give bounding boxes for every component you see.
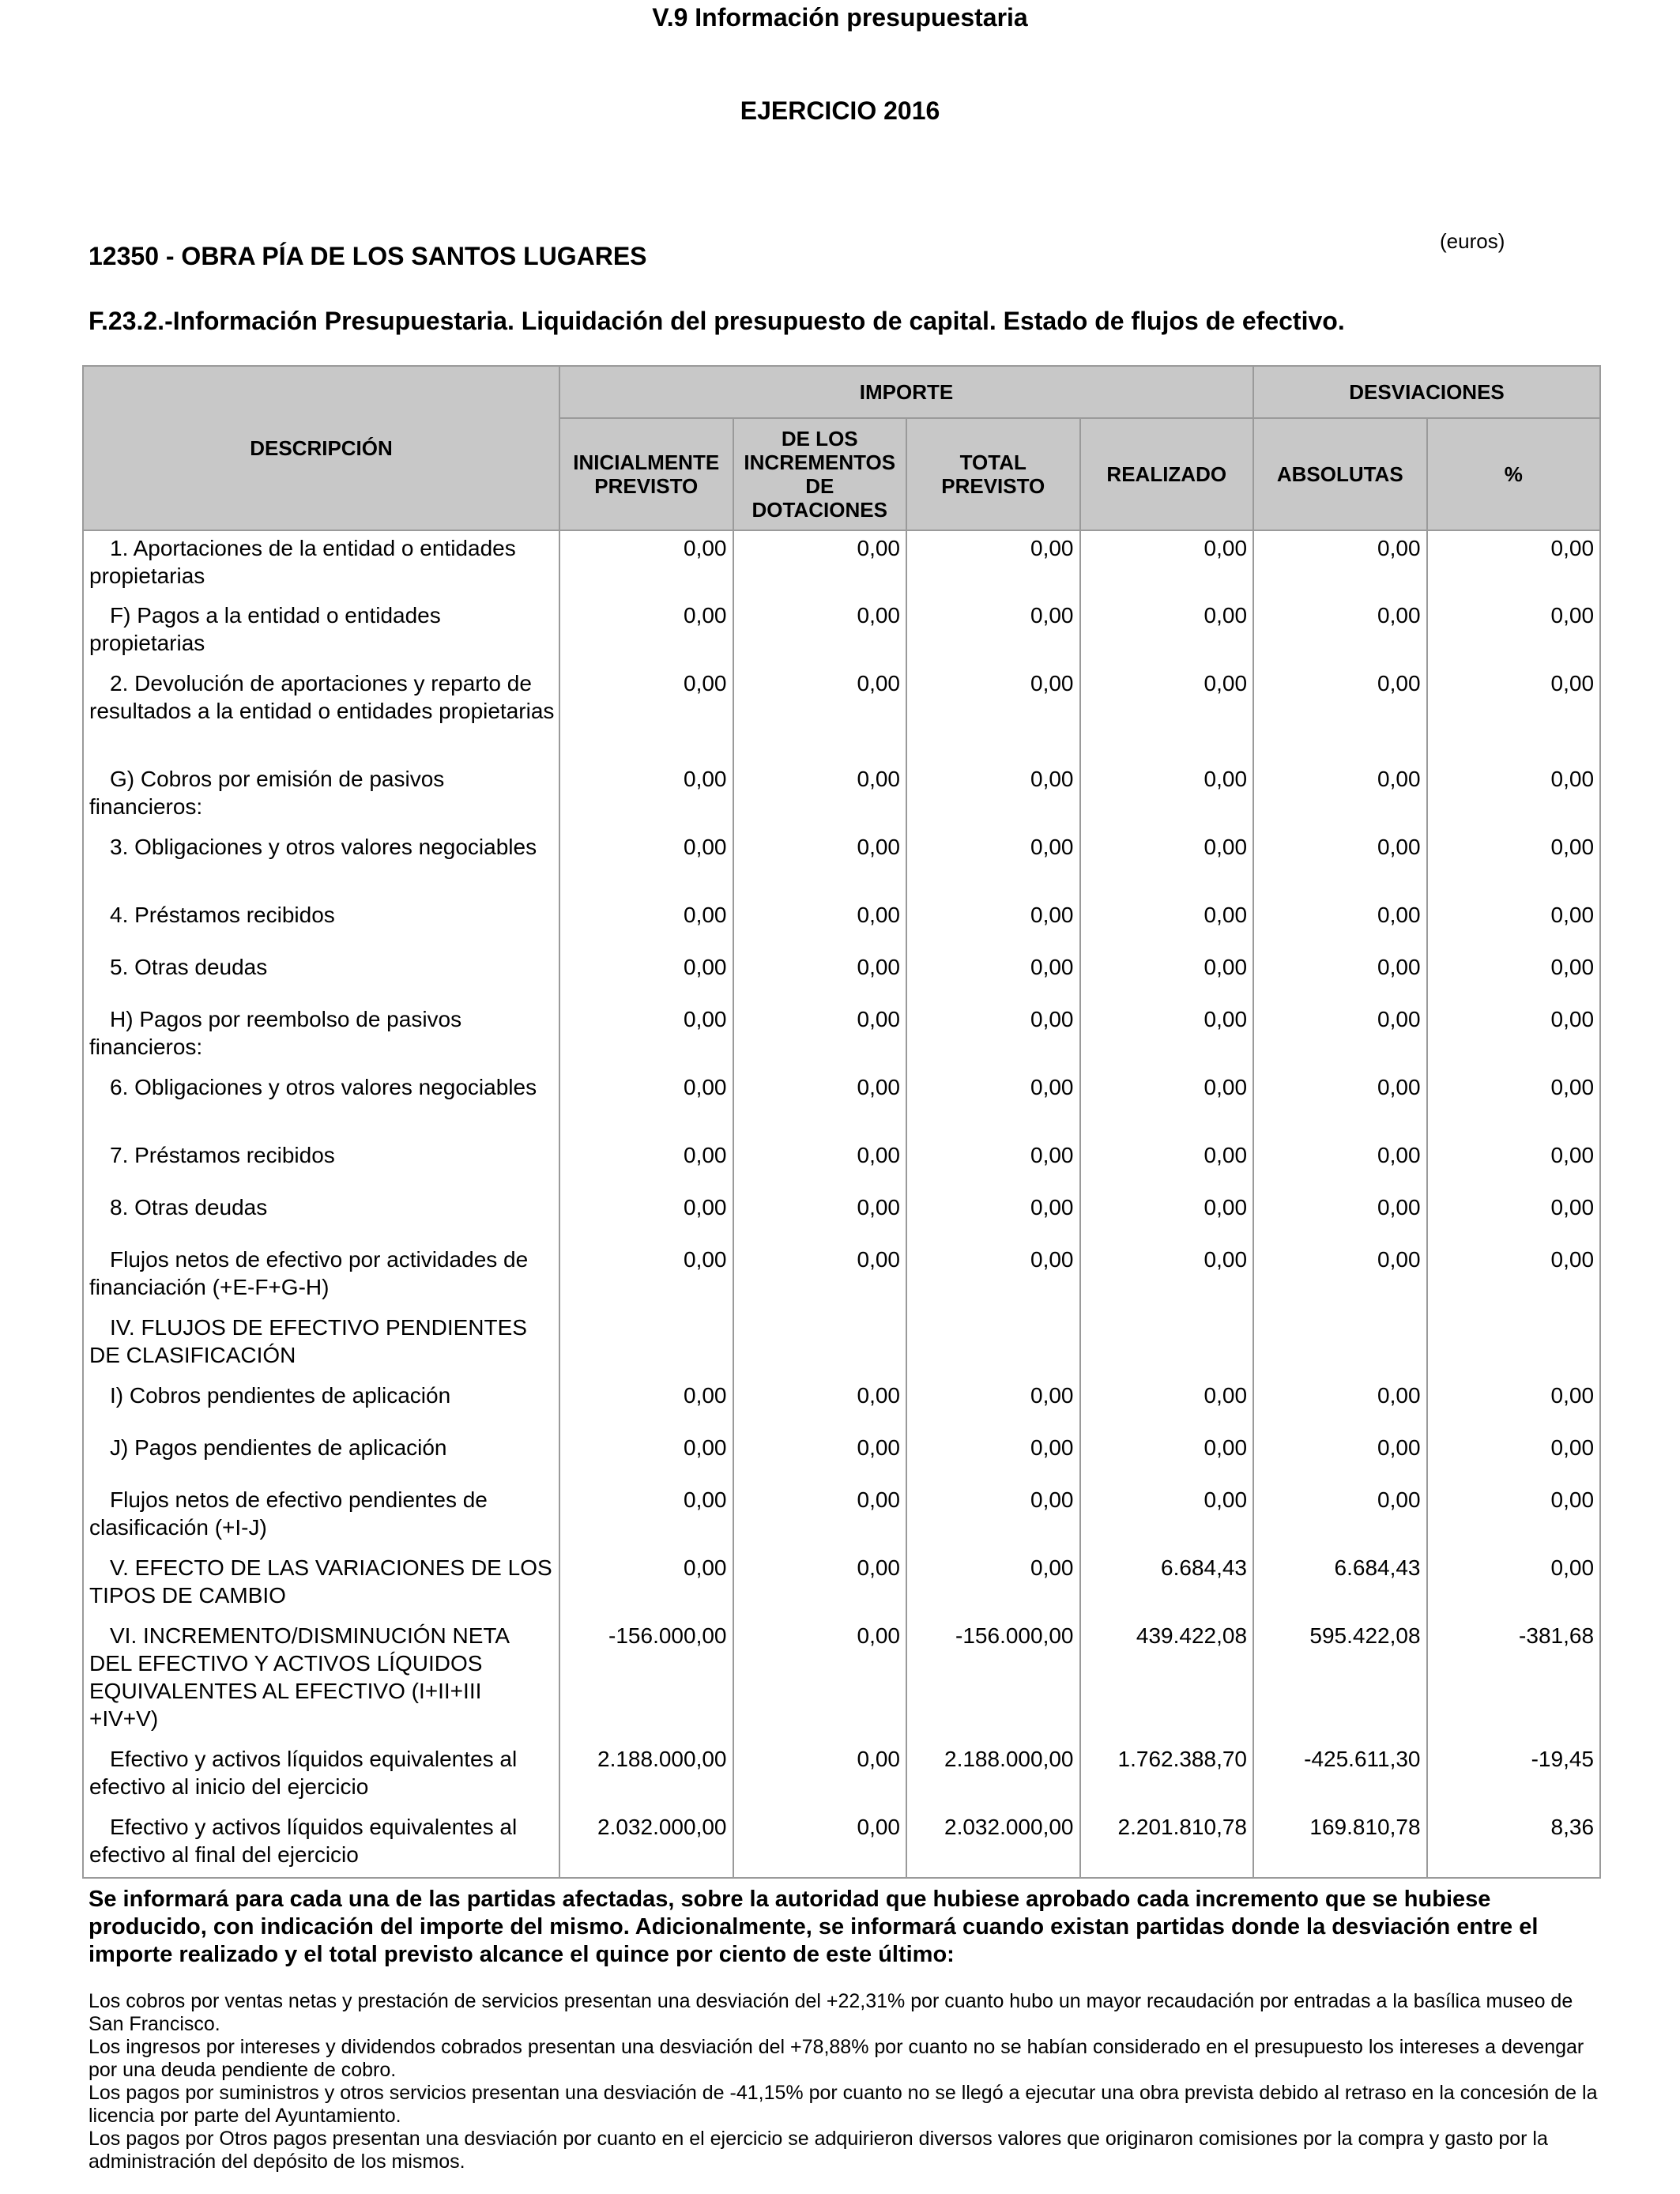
row-value: 0,00: [906, 1551, 1080, 1619]
row-value: 595.422,08: [1253, 1619, 1427, 1742]
table-row: [83, 1551, 1600, 1619]
row-description-text: Efectivo y activos líquidos equivalentes al efectivo al final del ejercicio: [89, 1815, 518, 1867]
row-value: 0,00: [733, 1810, 907, 1878]
row-value: 0,00: [733, 830, 907, 898]
row-value: -425.611,30: [1253, 1742, 1427, 1810]
column-header: ABSOLUTAS: [1253, 418, 1427, 530]
row-value: 0,00: [906, 1378, 1080, 1431]
row-value: 0,00: [559, 1483, 733, 1551]
currency-units: (euros): [1440, 229, 1505, 253]
table-body: [83, 530, 1600, 1878]
bold-note: Se informará para cada una de las partidas afectadas, sobre la autoridad que hubiese aprobado cada incremento que se hubiese producido, con indicación del importe del mismo. Adicionalmente, se informará cuando existan partidas donde la desviación entre el importe realizado y el total previsto alcance el quince por ciento de este último:: [89, 1887, 1539, 1967]
row-description: [83, 1551, 559, 1619]
row-value: 2.188.000,00: [559, 1742, 733, 1810]
row-value: 0,00: [1253, 898, 1427, 950]
row-description: [83, 1138, 559, 1190]
row-value: 0,00: [559, 1070, 733, 1138]
row-value: 0,00: [559, 830, 733, 898]
row-value: -156.000,00: [906, 1619, 1080, 1742]
row-description-text: 2. Devolución de aportaciones y reparto de resultados a la entidad o entidades propietarias: [89, 671, 555, 723]
row-value: [559, 1310, 733, 1378]
row-value: 0,00: [906, 1431, 1080, 1483]
row-value: 0,00: [1080, 950, 1254, 1002]
row-value: 0,00: [1080, 530, 1254, 598]
row-value: 0,00: [1080, 666, 1254, 762]
row-description: [83, 1431, 559, 1483]
row-value: 0,00: [559, 1002, 733, 1070]
row-value: 0,00: [1253, 598, 1427, 666]
row-value: 0,00: [1080, 1483, 1254, 1551]
row-value: 0,00: [733, 1431, 907, 1483]
row-value: 0,00: [1080, 1431, 1254, 1483]
notes-block: [89, 1990, 1598, 2173]
row-value: 2.032.000,00: [559, 1810, 733, 1878]
table-row: [83, 1002, 1600, 1070]
row-value: 0,00: [1080, 1190, 1254, 1242]
row-value: 0,00: [733, 1138, 907, 1190]
row-value: 0,00: [1253, 950, 1427, 1002]
header-desviaciones: DESVIACIONES: [1253, 366, 1600, 418]
row-value: 0,00: [559, 530, 733, 598]
row-value: 0,00: [733, 598, 907, 666]
row-value: 0,00: [1427, 898, 1601, 950]
row-value: 0,00: [1253, 1138, 1427, 1190]
row-description: [83, 1742, 559, 1810]
row-description: [83, 598, 559, 666]
row-value: 0,00: [1253, 1242, 1427, 1310]
row-description: [83, 1002, 559, 1070]
row-value: 0,00: [1080, 1070, 1254, 1138]
table-row: [83, 1742, 1600, 1810]
row-value: 0,00: [733, 762, 907, 830]
row-description-text: 7. Préstamos recibidos: [110, 1143, 335, 1167]
row-value: 0,00: [1427, 1551, 1601, 1619]
row-value: 0,00: [733, 1378, 907, 1431]
table-row: [83, 1190, 1600, 1242]
row-value: 0,00: [1253, 1190, 1427, 1242]
row-value: [1253, 1310, 1427, 1378]
row-value: 8,36: [1427, 1810, 1601, 1878]
header-importe: IMPORTE: [559, 366, 1253, 418]
row-value: 0,00: [1253, 1002, 1427, 1070]
row-value: 0,00: [1427, 762, 1601, 830]
row-value: 0,00: [1253, 1070, 1427, 1138]
row-description: [83, 1810, 559, 1878]
row-value: 169.810,78: [1253, 1810, 1427, 1878]
row-value: 0,00: [1080, 1138, 1254, 1190]
row-value: 0,00: [559, 1378, 733, 1431]
row-description: [83, 1190, 559, 1242]
row-value: [1427, 1310, 1601, 1378]
row-value: 0,00: [906, 598, 1080, 666]
row-description-text: Flujos netos de efectivo pendientes de clasificación (+I-J): [89, 1487, 488, 1540]
row-value: 0,00: [906, 1070, 1080, 1138]
row-description: [83, 530, 559, 598]
table-row: [83, 830, 1600, 898]
row-value: 0,00: [1080, 1002, 1254, 1070]
row-value: 2.201.810,78: [1080, 1810, 1254, 1878]
row-value: 0,00: [559, 598, 733, 666]
row-description-text: H) Pagos por reembolso de pasivos financieros:: [89, 1007, 462, 1059]
row-value: 0,00: [906, 762, 1080, 830]
row-description: [83, 830, 559, 898]
table-row: [83, 598, 1600, 666]
row-value: 0,00: [1080, 830, 1254, 898]
row-value: 0,00: [733, 1742, 907, 1810]
note-paragraph: Los pagos por Otros pagos presentan una desviación por cuanto en el ejercicio se adquirieron diversos valores que originaron comisiones por la compra y gasto por la administración del depósito de los mismos.: [89, 2128, 1548, 2173]
row-value: 0,00: [733, 1551, 907, 1619]
row-value: 0,00: [1427, 1002, 1601, 1070]
table-row: [83, 1810, 1600, 1878]
row-description-text: 1. Aportaciones de la entidad o entidades propietarias: [89, 536, 516, 588]
column-header: TOTAL PREVISTO: [906, 418, 1080, 530]
row-value: 0,00: [733, 1619, 907, 1742]
row-value: 0,00: [559, 1431, 733, 1483]
row-description-text: 3. Obligaciones y otros valores negociables: [110, 835, 537, 859]
section-title: V.9 Información presupuestaria: [652, 3, 1028, 32]
row-value: 0,00: [1427, 950, 1601, 1002]
row-description: [83, 762, 559, 830]
row-description: [83, 1070, 559, 1138]
row-value: 0,00: [559, 1138, 733, 1190]
row-value: 0,00: [1080, 898, 1254, 950]
row-value: 0,00: [906, 1002, 1080, 1070]
column-header: DE LOS INCREMENTOS DE DOTACIONES: [733, 418, 907, 530]
row-description-text: I) Cobros pendientes de aplicación: [110, 1383, 451, 1408]
row-value: 0,00: [906, 530, 1080, 598]
row-value: 0,00: [1253, 1431, 1427, 1483]
row-value: -381,68: [1427, 1619, 1601, 1742]
row-description-text: 8. Otras deudas: [110, 1195, 268, 1220]
row-value: 0,00: [559, 1190, 733, 1242]
row-value: 0,00: [733, 1483, 907, 1551]
row-value: 0,00: [733, 1002, 907, 1070]
row-value: 0,00: [1253, 762, 1427, 830]
column-header: INICIALMENTE PREVISTO: [559, 418, 733, 530]
row-description: [83, 1483, 559, 1551]
form-title: F.23.2.-Información Presupuestaria. Liquidación del presupuesto de capital. Estado de flujos de efectivo.: [89, 307, 1345, 335]
row-value: 0,00: [1253, 666, 1427, 762]
row-value: 0,00: [906, 666, 1080, 762]
row-value: 0,00: [559, 1242, 733, 1310]
row-value: 0,00: [1080, 1242, 1254, 1310]
note-paragraph: Los ingresos por intereses y dividendos cobrados presentan una desviación del +78,88% por cuanto no se habían considerado en el presupuesto los intereses a devengar por una deuda pendiente de cobro.: [89, 2036, 1584, 2081]
table-row: [83, 1431, 1600, 1483]
row-value: 2.032.000,00: [906, 1810, 1080, 1878]
row-value: 0,00: [906, 830, 1080, 898]
budget-table: [82, 365, 1601, 1879]
column-header: REALIZADO: [1080, 418, 1254, 530]
row-value: 0,00: [906, 898, 1080, 950]
row-value: 0,00: [1253, 830, 1427, 898]
row-description: [83, 1378, 559, 1431]
row-description-text: Flujos netos de efectivo por actividades de financiación (+E-F+G-H): [89, 1247, 529, 1299]
row-description: [83, 1619, 559, 1742]
row-description-text: J) Pagos pendientes de aplicación: [110, 1435, 447, 1460]
row-value: 0,00: [1427, 1483, 1601, 1551]
row-value: 0,00: [1080, 1378, 1254, 1431]
row-value: 0,00: [906, 1483, 1080, 1551]
row-value: 0,00: [1427, 1431, 1601, 1483]
table-row: [83, 1483, 1600, 1551]
row-description-text: VI. INCREMENTO/DISMINUCIÓN NETA DEL EFECTIVO Y ACTIVOS LÍQUIDOS EQUIVALENTES AL EFECTIVO (I+II+III +IV+V): [89, 1623, 509, 1731]
row-value: 0,00: [1253, 530, 1427, 598]
column-header: %: [1427, 418, 1601, 530]
row-value: 0,00: [906, 1242, 1080, 1310]
note-paragraph: Los pagos por suministros y otros servicios presentan una desviación de -41,15% por cuanto no se llegó a ejecutar una obra prevista debido al retraso en la concesión de la licencia por parte del Ayuntamiento.: [89, 2082, 1598, 2127]
row-value: -19,45: [1427, 1742, 1601, 1810]
entity-name: 12350 - OBRA PÍA DE LOS SANTOS LUGARES: [89, 242, 647, 270]
row-value: 0,00: [1427, 598, 1601, 666]
row-description-text: F) Pagos a la entidad o entidades propietarias: [89, 603, 441, 655]
row-value: 0,00: [1427, 1070, 1601, 1138]
row-value: 0,00: [559, 666, 733, 762]
row-value: 0,00: [1427, 666, 1601, 762]
row-value: 0,00: [733, 1242, 907, 1310]
header-description: DESCRIPCIÓN: [83, 366, 559, 530]
row-value: 0,00: [1080, 762, 1254, 830]
row-value: 0,00: [906, 1138, 1080, 1190]
row-value: 0,00: [1427, 1138, 1601, 1190]
row-description-text: 4. Préstamos recibidos: [110, 903, 335, 927]
row-description-text: V. EFECTO DE LAS VARIACIONES DE LOS TIPOS DE CAMBIO: [89, 1555, 552, 1608]
row-value: 0,00: [1253, 1378, 1427, 1431]
note-paragraph: Los cobros por ventas netas y prestación de servicios presentan una desviación del +22,31% por cuanto hubo un mayor recaudación por entradas a la basílica museo de San Francisco.: [89, 1990, 1573, 2035]
row-value: 0,00: [1427, 830, 1601, 898]
row-value: 0,00: [1253, 1483, 1427, 1551]
row-value: 0,00: [1080, 598, 1254, 666]
row-value: 0,00: [1427, 1378, 1601, 1431]
row-description-text: Efectivo y activos líquidos equivalentes al efectivo al inicio del ejercicio: [89, 1747, 518, 1799]
table-row: [83, 950, 1600, 1002]
table-row: [83, 1242, 1600, 1310]
row-value: [1080, 1310, 1254, 1378]
row-value: 0,00: [1427, 1190, 1601, 1242]
row-value: 0,00: [559, 762, 733, 830]
row-value: 0,00: [733, 898, 907, 950]
row-value: 0,00: [906, 1190, 1080, 1242]
table-row: [83, 1070, 1600, 1138]
row-value: -156.000,00: [559, 1619, 733, 1742]
table-row: [83, 898, 1600, 950]
row-value: 0,00: [733, 1070, 907, 1138]
row-value: 1.762.388,70: [1080, 1742, 1254, 1810]
exercise-year: EJERCICIO 2016: [740, 96, 940, 125]
row-description: [83, 950, 559, 1002]
table-row: [83, 1378, 1600, 1431]
row-value: 2.188.000,00: [906, 1742, 1080, 1810]
row-value: 0,00: [559, 1551, 733, 1619]
table-row: [83, 666, 1600, 762]
row-value: 6.684,43: [1080, 1551, 1254, 1619]
row-value: 0,00: [733, 530, 907, 598]
row-description-text: IV. FLUJOS DE EFECTIVO PENDIENTES DE CLASIFICACIÓN: [89, 1315, 527, 1367]
table-row: [83, 530, 1600, 598]
row-value: 0,00: [906, 950, 1080, 1002]
row-description: [83, 1310, 559, 1378]
table-row: [83, 762, 1600, 830]
row-value: 0,00: [733, 1190, 907, 1242]
row-value: 0,00: [733, 950, 907, 1002]
table-row: [83, 1310, 1600, 1378]
row-value: 6.684,43: [1253, 1551, 1427, 1619]
row-description-text: G) Cobros por emisión de pasivos financieros:: [89, 767, 445, 819]
row-value: [733, 1310, 907, 1378]
row-description-text: 6. Obligaciones y otros valores negociables: [110, 1075, 537, 1099]
row-description: [83, 898, 559, 950]
row-value: 439.422,08: [1080, 1619, 1254, 1742]
table-row: [83, 1619, 1600, 1742]
row-value: 0,00: [559, 898, 733, 950]
row-description: [83, 1242, 559, 1310]
row-value: 0,00: [733, 666, 907, 762]
row-description: [83, 666, 559, 762]
row-value: 0,00: [1427, 1242, 1601, 1310]
row-value: [906, 1310, 1080, 1378]
table-row: [83, 1138, 1600, 1190]
row-value: 0,00: [559, 950, 733, 1002]
row-description-text: 5. Otras deudas: [110, 955, 268, 979]
row-value: 0,00: [1427, 530, 1601, 598]
